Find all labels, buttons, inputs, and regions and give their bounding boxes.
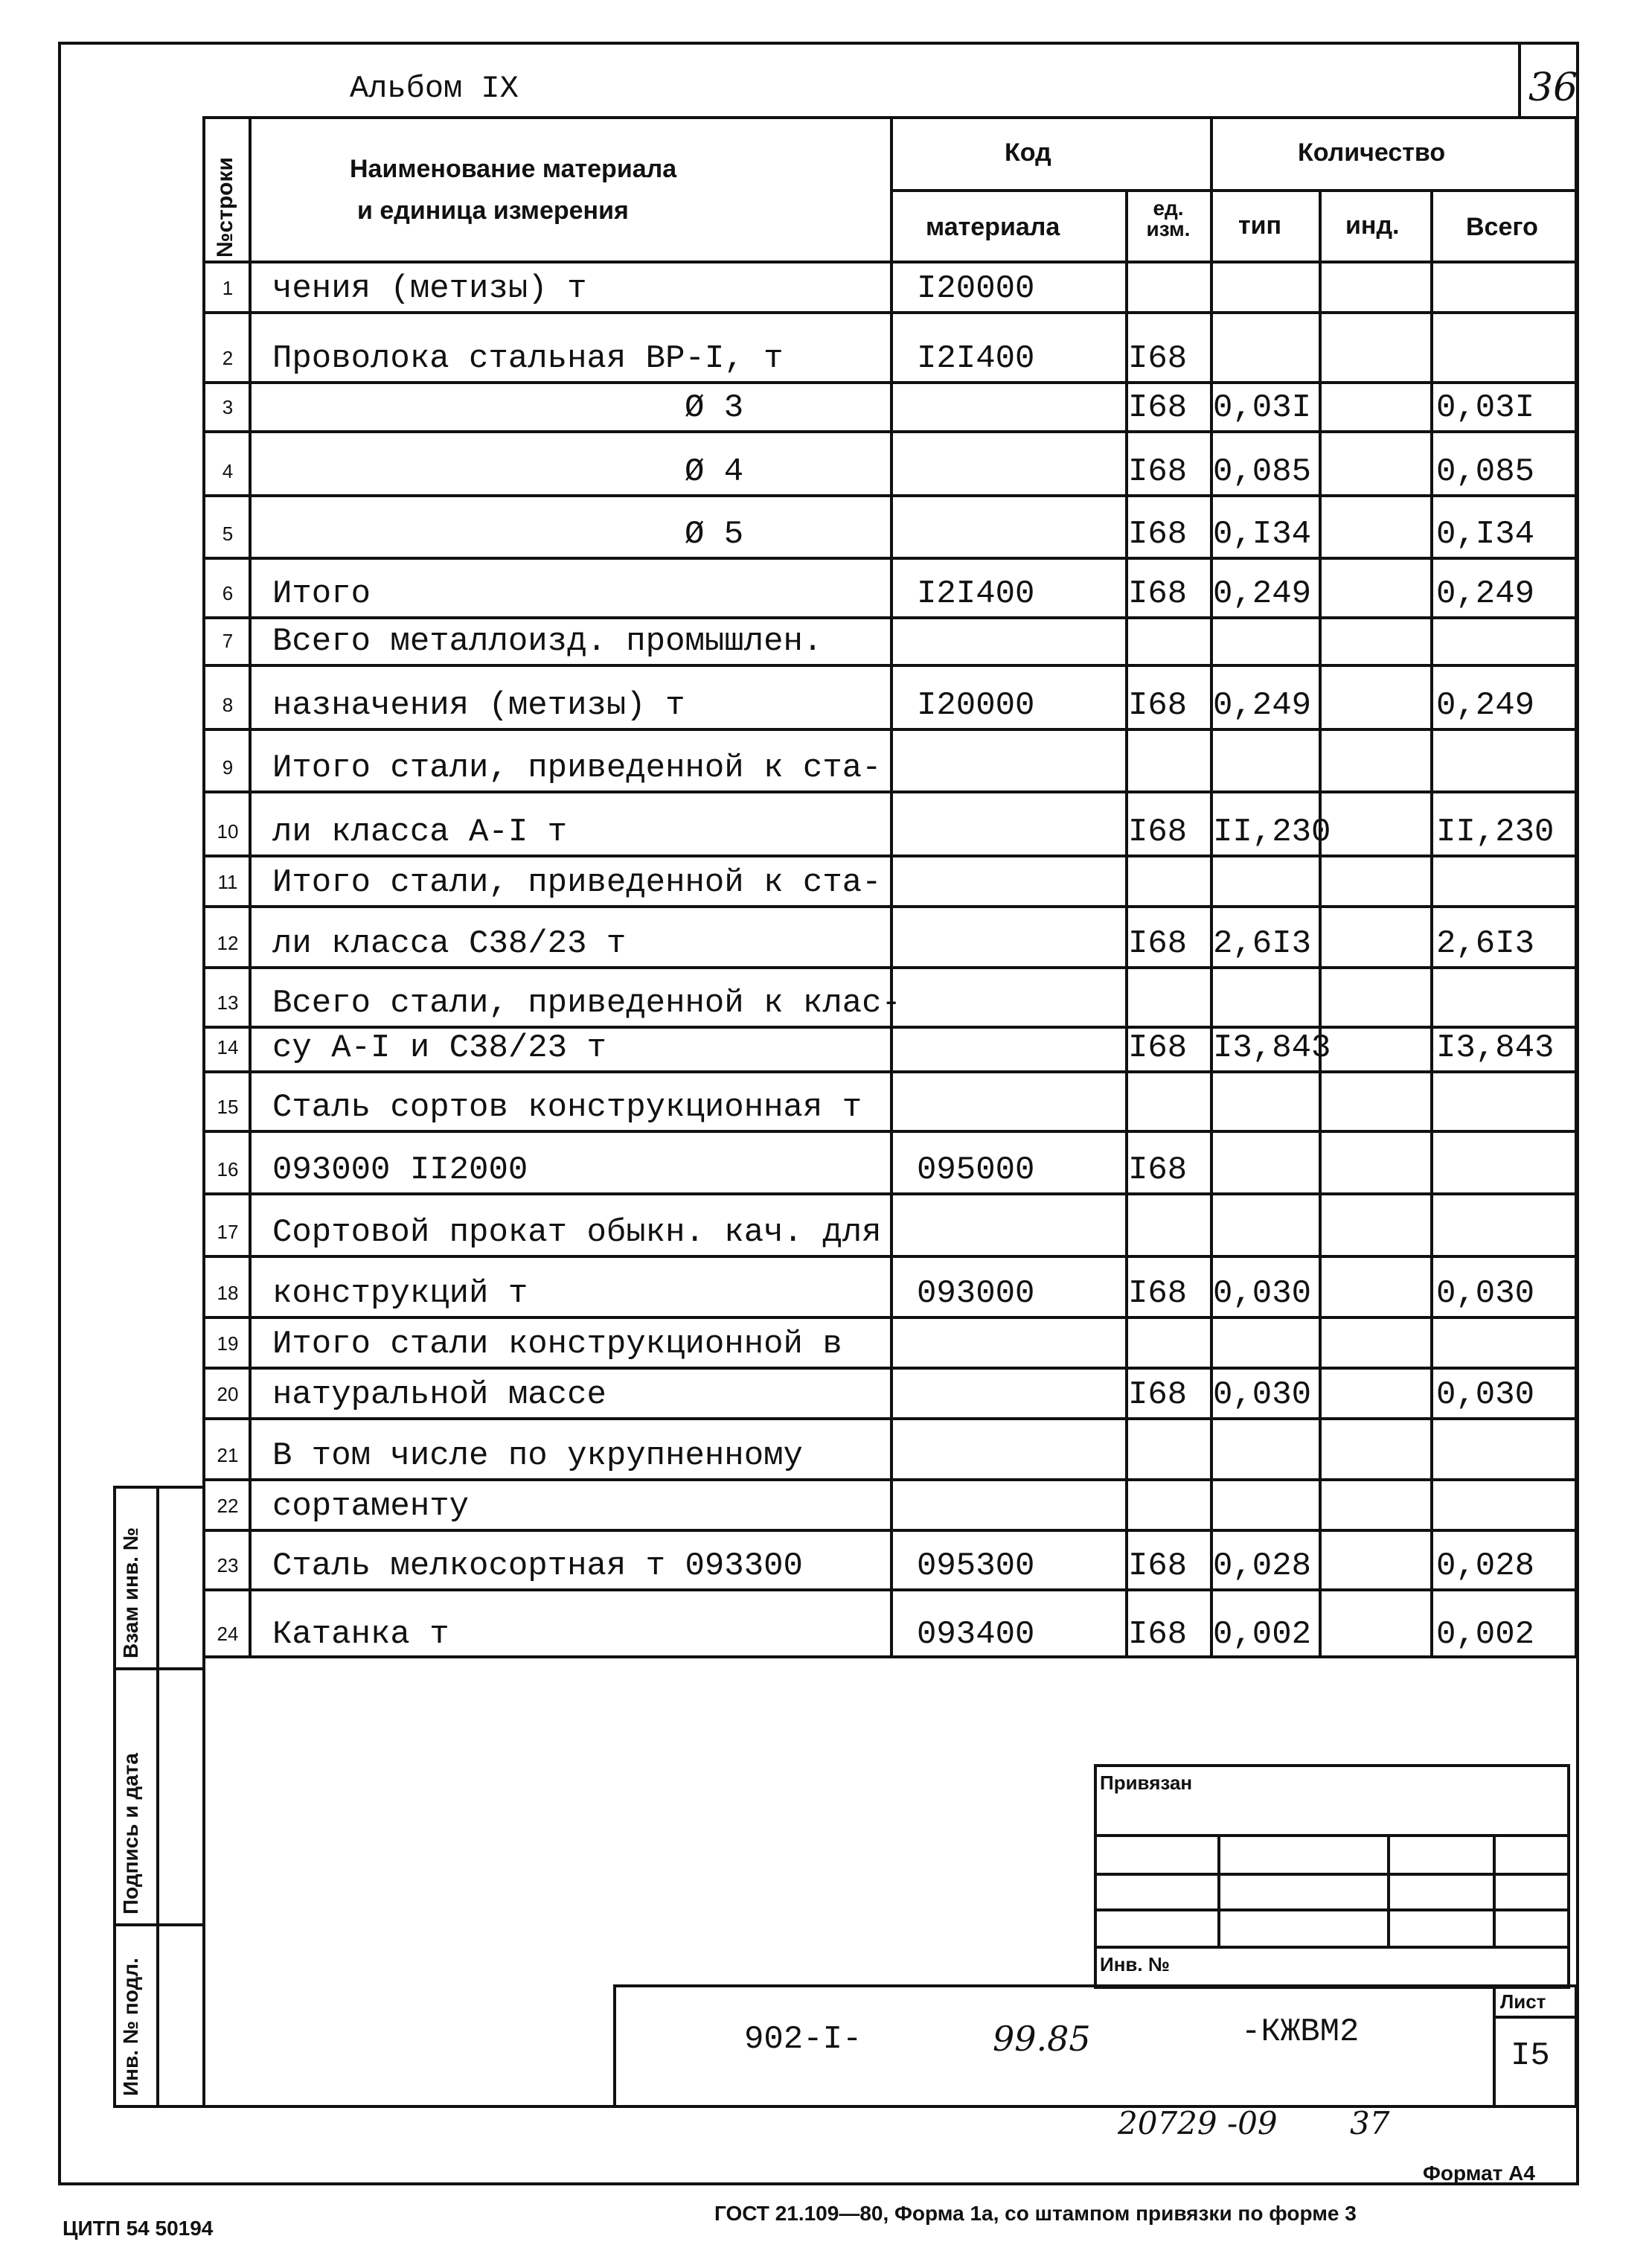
row-total: II,230 bbox=[1436, 814, 1555, 851]
row-unit: I68 bbox=[1128, 1275, 1188, 1312]
binding-row-1 bbox=[1094, 1834, 1570, 1837]
row-number: 10 bbox=[217, 820, 239, 843]
row-name: Катанка т bbox=[272, 1616, 449, 1653]
row-code: I20000 bbox=[917, 270, 1035, 307]
table-row-line bbox=[202, 728, 1578, 731]
row-name: чения (метизы) т bbox=[272, 270, 587, 307]
row-name: ли класса А-I т bbox=[272, 814, 568, 851]
table-row-line bbox=[202, 1529, 1578, 1532]
table-row-line bbox=[202, 616, 1578, 619]
side-div-1 bbox=[113, 1667, 205, 1670]
table-row-line bbox=[202, 1417, 1578, 1420]
row-unit: I68 bbox=[1128, 1616, 1188, 1653]
row-name: Ø 4 bbox=[685, 453, 744, 491]
row-number: 4 bbox=[222, 460, 234, 482]
binding-label: Привязан bbox=[1100, 1772, 1193, 1794]
row-type: 0,030 bbox=[1213, 1275, 1312, 1312]
col-line-ind bbox=[1319, 189, 1322, 1658]
row-number: 16 bbox=[217, 1158, 239, 1181]
col-line-qty bbox=[1210, 116, 1213, 1658]
side-line-inner bbox=[156, 1486, 159, 2108]
row-unit: I68 bbox=[1128, 389, 1188, 427]
side-top bbox=[113, 1486, 205, 1489]
row-code: 093000 bbox=[917, 1275, 1035, 1312]
table-row-line bbox=[202, 1070, 1578, 1073]
table-row-line bbox=[202, 1588, 1578, 1591]
doc-number-suffix: -КЖВМ2 bbox=[1241, 2013, 1360, 2051]
binding-row-2 bbox=[1094, 1873, 1570, 1876]
row-number: 6 bbox=[222, 582, 234, 604]
row-name: В том числе по укрупненному bbox=[272, 1437, 803, 1475]
row-unit: I68 bbox=[1128, 1376, 1188, 1413]
binding-row-3 bbox=[1094, 1908, 1570, 1911]
row-total: I3,843 bbox=[1436, 1029, 1555, 1067]
row-name: Сортовой прокат обыкн. кач. для bbox=[272, 1214, 882, 1251]
row-code: I2I400 bbox=[917, 340, 1035, 377]
header-name-line2: и единица измерения bbox=[357, 197, 629, 225]
row-total: 2,6I3 bbox=[1436, 925, 1535, 962]
header-code-material: материала bbox=[926, 213, 1060, 241]
row-code: I20000 bbox=[917, 687, 1035, 724]
header-rownum: №строки bbox=[213, 157, 237, 258]
sheet-number: I5 bbox=[1511, 2037, 1550, 2074]
row-type: 0,03I bbox=[1213, 389, 1312, 427]
row-type: 0,085 bbox=[1213, 453, 1312, 491]
header-qty-ind: инд. bbox=[1345, 211, 1400, 240]
title-sheet-hline bbox=[1493, 2016, 1578, 2019]
table-row-line bbox=[202, 1316, 1578, 1319]
row-number: 24 bbox=[217, 1623, 239, 1645]
row-total: 0,030 bbox=[1436, 1275, 1535, 1312]
row-code: I2I400 bbox=[917, 575, 1035, 613]
row-name: Сталь сортов конструкционная т bbox=[272, 1089, 862, 1126]
side-vzam-label: Взам инв. № bbox=[119, 1527, 142, 1658]
row-number: 11 bbox=[217, 871, 238, 893]
row-unit: I68 bbox=[1128, 453, 1188, 491]
row-number: 18 bbox=[217, 1282, 239, 1304]
row-name: 093000 II2000 bbox=[272, 1151, 528, 1189]
row-name: Итого стали, приведенной к ста- bbox=[272, 864, 882, 901]
side-line-outer bbox=[113, 1486, 116, 2108]
row-type: 2,6I3 bbox=[1213, 925, 1312, 962]
page-number: 36 bbox=[1528, 66, 1578, 110]
row-name: Итого bbox=[272, 575, 371, 613]
table-row-line bbox=[202, 1255, 1578, 1258]
row-unit: I68 bbox=[1128, 1151, 1188, 1189]
row-number: 22 bbox=[217, 1495, 239, 1517]
row-unit: I68 bbox=[1128, 575, 1188, 613]
table-row-line bbox=[202, 1026, 1578, 1029]
sheet-label: Лист bbox=[1500, 1990, 1546, 2013]
row-unit: I68 bbox=[1128, 1547, 1188, 1585]
row-number: 21 bbox=[217, 1444, 239, 1466]
row-number: 15 bbox=[217, 1096, 239, 1118]
header-code: Код bbox=[1005, 138, 1051, 167]
doc-number-prefix: 902-I- bbox=[744, 2021, 862, 2058]
row-code: 095000 bbox=[917, 1151, 1035, 1189]
row-number: 12 bbox=[217, 932, 239, 954]
row-name: Ø 3 bbox=[685, 389, 744, 427]
row-total: 0,030 bbox=[1436, 1376, 1535, 1413]
row-name: Ø 5 bbox=[685, 516, 744, 553]
row-type: I3,843 bbox=[1213, 1029, 1331, 1067]
row-number: 20 bbox=[217, 1383, 239, 1405]
lower-left-border bbox=[202, 1658, 205, 2108]
row-number: 3 bbox=[222, 396, 234, 418]
row-unit: I68 bbox=[1128, 925, 1188, 962]
row-name: ли класса С38/23 т bbox=[272, 925, 627, 962]
row-name: су А-I и С38/23 т bbox=[272, 1029, 606, 1067]
binding-col-2 bbox=[1387, 1834, 1390, 1946]
page-number-box bbox=[1518, 42, 1521, 119]
header-code-unit: ед. изм. bbox=[1146, 197, 1191, 240]
table-row-line bbox=[202, 381, 1578, 384]
col-line-total bbox=[1430, 189, 1433, 1658]
row-type: 0,249 bbox=[1213, 687, 1312, 724]
row-number: 7 bbox=[222, 630, 234, 652]
table-row-line bbox=[202, 494, 1578, 497]
row-name: Сталь мелкосортная т 093300 bbox=[272, 1547, 803, 1585]
row-type: 0,030 bbox=[1213, 1376, 1312, 1413]
table-row-line bbox=[202, 966, 1578, 969]
row-number: 19 bbox=[217, 1332, 239, 1355]
row-name: Проволока стальная ВР-I, т bbox=[272, 340, 784, 377]
lower-bottom-line bbox=[113, 2105, 616, 2108]
row-type: 0,028 bbox=[1213, 1547, 1312, 1585]
table-row-line bbox=[202, 430, 1578, 433]
row-type: II,230 bbox=[1213, 814, 1331, 851]
row-number: 8 bbox=[222, 694, 234, 716]
row-name: конструкций т bbox=[272, 1275, 528, 1312]
table-row-line bbox=[202, 855, 1578, 857]
format-label: Формат А4 bbox=[1423, 2162, 1535, 2185]
row-total: 0,249 bbox=[1436, 575, 1535, 613]
archive-number: 20729 -09 bbox=[1118, 2105, 1278, 2141]
row-type: 0,249 bbox=[1213, 575, 1312, 613]
row-number: 9 bbox=[222, 756, 234, 779]
side-div-2 bbox=[113, 1923, 205, 1926]
row-number: 1 bbox=[222, 277, 234, 299]
doc-number-hand: 99.85 bbox=[993, 2019, 1091, 2059]
row-number: 2 bbox=[222, 347, 234, 369]
album-title: Альбом IX bbox=[350, 71, 519, 106]
row-total: 0,249 bbox=[1436, 687, 1535, 724]
title-sheet-divider bbox=[1493, 1984, 1496, 2108]
binding-col-1 bbox=[1217, 1834, 1220, 1946]
row-unit: I68 bbox=[1128, 814, 1188, 851]
citp-code: ЦИТП 54 50194 bbox=[63, 2217, 214, 2240]
row-unit: I68 bbox=[1128, 1029, 1188, 1067]
table-row-line bbox=[202, 1478, 1578, 1481]
side-podpis-label: Подпись и дата bbox=[119, 1753, 142, 1914]
row-number: 13 bbox=[217, 991, 239, 1014]
row-name: Всего металлоизд. промышлен. bbox=[272, 623, 823, 660]
table-row-line bbox=[202, 1130, 1578, 1133]
row-name: сортаменту bbox=[272, 1488, 470, 1525]
row-total: 0,028 bbox=[1436, 1547, 1535, 1585]
row-name: назначения (метизы) т bbox=[272, 687, 685, 724]
table-row-line bbox=[202, 311, 1578, 314]
row-name: Всего стали, приведенной к клас- bbox=[272, 985, 901, 1022]
header-name-line1: Наименование материала bbox=[350, 155, 677, 183]
row-number: 14 bbox=[217, 1036, 239, 1058]
table-row-line bbox=[202, 557, 1578, 560]
row-code: 093400 bbox=[917, 1616, 1035, 1653]
col-line-code bbox=[890, 116, 893, 1658]
binding-row-4 bbox=[1094, 1946, 1570, 1949]
row-number: 17 bbox=[217, 1221, 239, 1243]
binding-inv-label: Инв. № bbox=[1100, 1953, 1170, 1975]
side-inv-label: Инв. № подл. bbox=[119, 1958, 142, 2096]
row-unit: I68 bbox=[1128, 687, 1188, 724]
row-name: Итого стали конструкционной в bbox=[272, 1326, 842, 1363]
row-name: Итого стали, приведенной к ста- bbox=[272, 750, 882, 787]
row-type: 0,002 bbox=[1213, 1616, 1312, 1653]
row-code: 095300 bbox=[917, 1547, 1035, 1585]
row-number: 23 bbox=[217, 1554, 239, 1577]
gost-note: ГОСТ 21.109—80, Форма 1а, со штампом привязки по форме 3 bbox=[714, 2202, 1357, 2225]
header-quantity: Количество bbox=[1298, 138, 1446, 167]
row-number: 5 bbox=[222, 523, 234, 545]
row-total: 0,03I bbox=[1436, 389, 1535, 427]
row-unit: I68 bbox=[1128, 340, 1188, 377]
row-total: 0,002 bbox=[1436, 1616, 1535, 1653]
row-total: 0,I34 bbox=[1436, 516, 1535, 553]
table-row-line bbox=[202, 664, 1578, 667]
table-row-line bbox=[202, 1367, 1578, 1370]
table-row-line bbox=[202, 1192, 1578, 1195]
header-divider-code bbox=[890, 189, 1578, 192]
row-type: 0,I34 bbox=[1213, 516, 1312, 553]
row-total: 0,085 bbox=[1436, 453, 1535, 491]
archive-page: 37 bbox=[1350, 2105, 1390, 2141]
row-name: натуральной массе bbox=[272, 1376, 606, 1413]
header-qty-type: тип bbox=[1238, 211, 1282, 240]
table-row-line bbox=[202, 790, 1578, 793]
row-unit: I68 bbox=[1128, 516, 1188, 553]
binding-col-3 bbox=[1493, 1834, 1496, 1946]
header-qty-total: Всего bbox=[1466, 213, 1538, 241]
table-row-line bbox=[202, 905, 1578, 908]
